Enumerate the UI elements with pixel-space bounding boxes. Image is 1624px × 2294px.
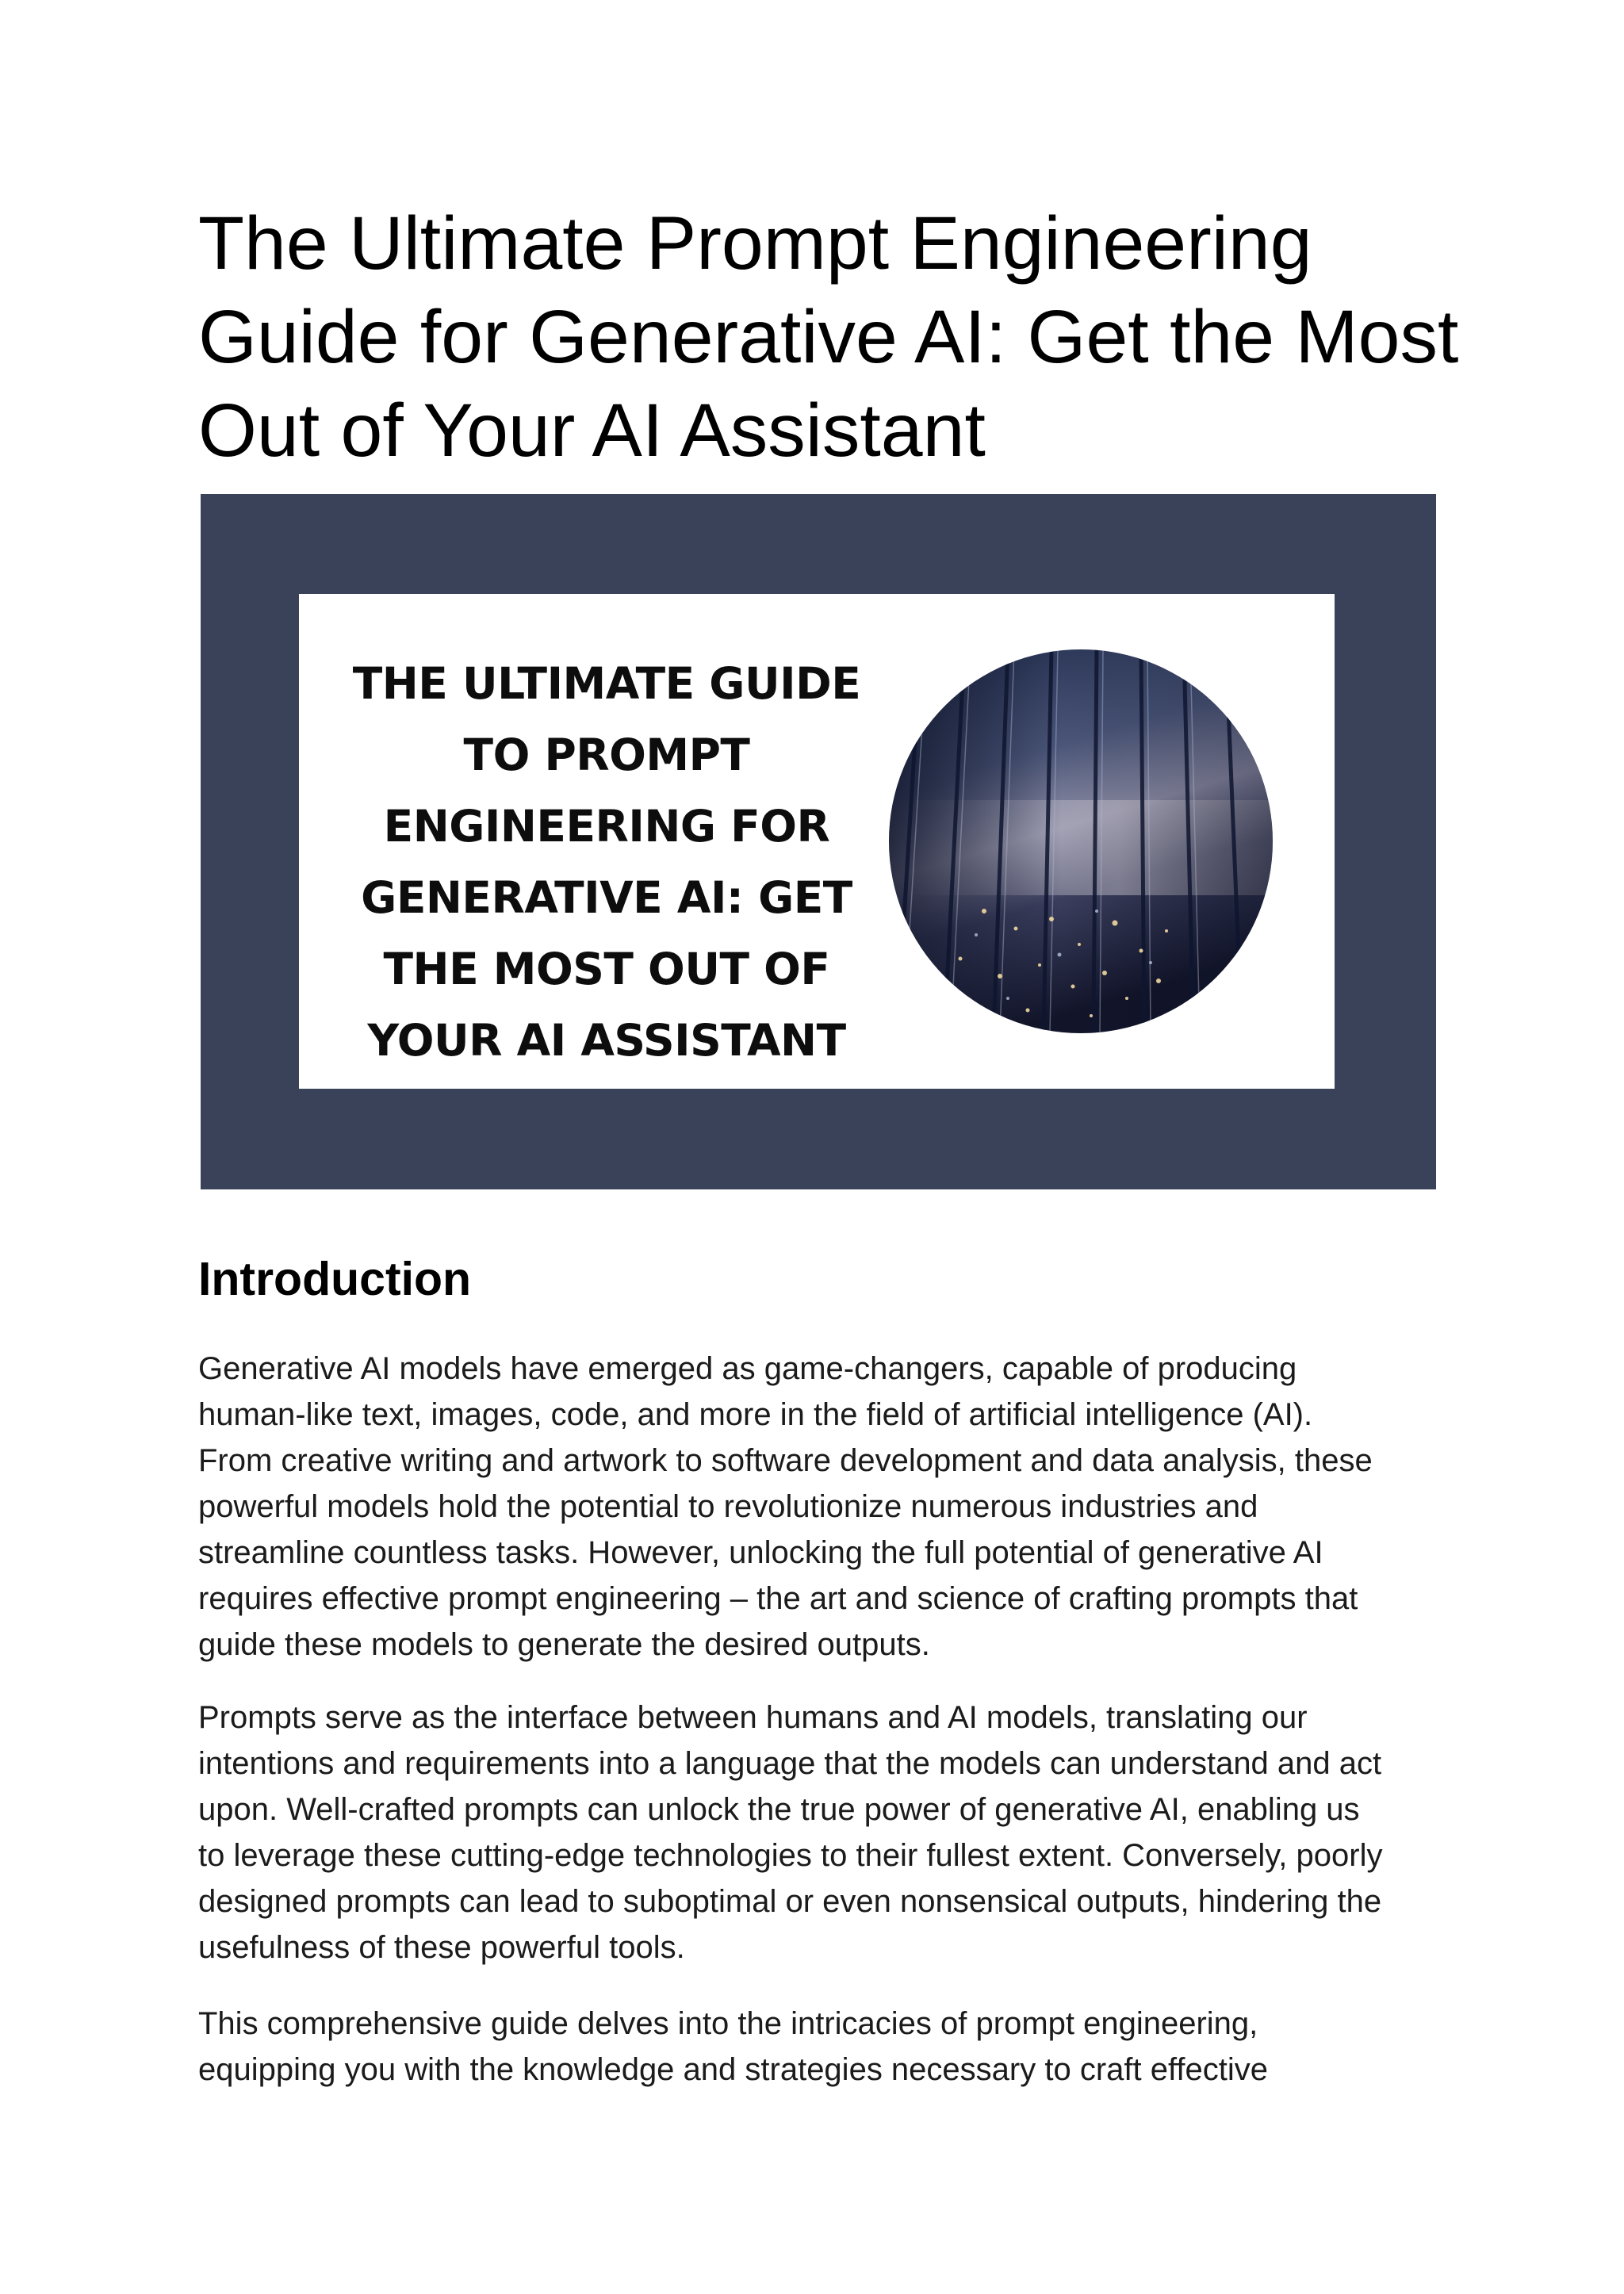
body-paragraph: [198, 2001, 1435, 2093]
paragraph-line: Prompts serve as the interface between humans and AI models, translating our: [198, 1700, 1308, 1735]
hero-text-line: YOUR AI ASSISTANT: [367, 1015, 846, 1066]
paragraph-line: streamline countless tasks. However, unlocking the full potential of generative AI: [198, 1535, 1323, 1570]
paragraph-line: to leverage these cutting-edge technologies to their fullest extent. Conversely, poorly: [198, 1838, 1383, 1873]
hero-text-line: THE ULTIMATE GUIDE: [352, 658, 861, 709]
skyscraper-photo-art: [889, 649, 1273, 1033]
section-heading-introduction: Introduction: [198, 1253, 472, 1305]
body-paragraph: [198, 1346, 1435, 1668]
paragraph-line: intentions and requirements into a language that the models can understand and act: [198, 1746, 1382, 1781]
title-line: Out of Your AI Assistant: [198, 389, 986, 473]
skyscraper-photo: [889, 649, 1273, 1033]
paragraph-line: upon. Well-crafted prompts can unlock the true power of generative AI, enabling us: [198, 1792, 1360, 1827]
hero-banner: [201, 494, 1436, 1189]
hero-text-line: THE MOST OUT OF: [383, 944, 830, 994]
hero-banner-text: [345, 648, 868, 1076]
document-title: [198, 197, 1467, 477]
hero-text-line: TO PROMPT: [463, 730, 750, 780]
paragraph-line: From creative writing and artwork to software development and data analysis, these: [198, 1443, 1373, 1478]
paragraph-line: designed prompts can lead to suboptimal or even nonsensical outputs, hindering the: [198, 1884, 1382, 1919]
hero-text-line: ENGINEERING FOR: [383, 801, 830, 852]
paragraph-line: human-like text, images, code, and more in the field of artificial intelligence (AI).: [198, 1397, 1313, 1432]
paragraph-line: equipping you with the knowledge and strategies necessary to craft effective: [198, 2052, 1268, 2087]
paragraph-line: guide these models to generate the desired outputs.: [198, 1627, 930, 1662]
paragraph-line: requires effective prompt engineering – the art and science of crafting prompts that: [198, 1581, 1358, 1616]
title-line: Guide for Generative AI: Get the Most: [198, 295, 1459, 379]
paragraph-line: powerful models hold the potential to revolutionize numerous industries and: [198, 1489, 1258, 1524]
body-paragraph: [198, 1695, 1435, 1970]
hero-card: [299, 594, 1335, 1089]
paragraph-line: usefulness of these powerful tools.: [198, 1930, 685, 1965]
paragraph-line: This comprehensive guide delves into the intricacies of prompt engineering,: [198, 2006, 1258, 2041]
title-line: The Ultimate Prompt Engineering: [198, 201, 1312, 285]
paragraph-line: Generative AI models have emerged as game-changers, capable of producing: [198, 1351, 1297, 1386]
hero-text-line: GENERATIVE AI: GET: [361, 872, 852, 923]
